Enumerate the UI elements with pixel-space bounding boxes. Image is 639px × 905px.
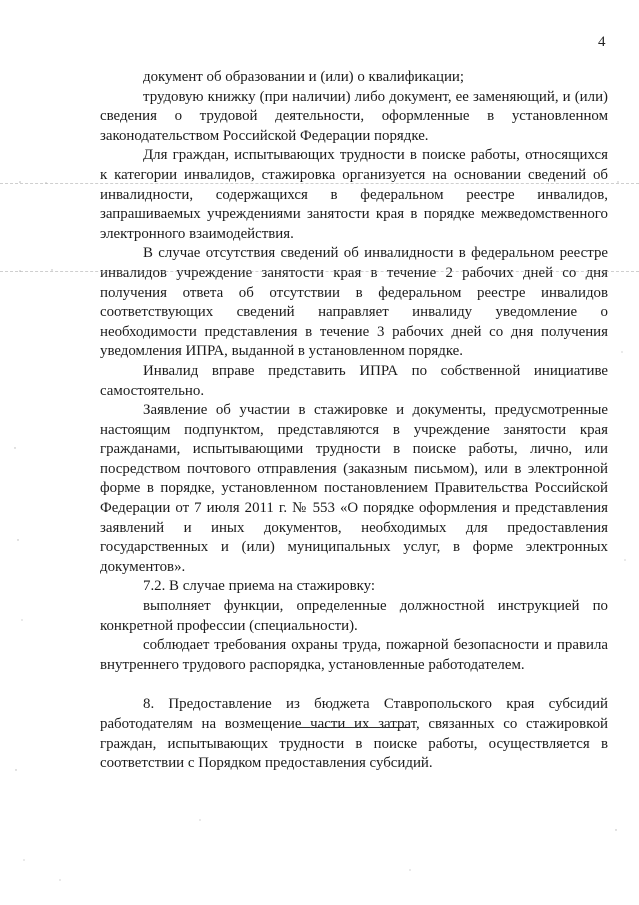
paragraph-application-submission: Заявление об участии в стажировке и документы, предусмотренные настоящим подпунктом, представляются в учреждение занятости края гражданами, испытывающими трудности в поиске работы, лично, или посредством почтового отправления (заказным письмом), или в электронной форме в порядке, установленном постановлением Правительства Российской Федерации от 7 июля 2011 г. № 553 «О порядке оформления и представления заявлений и иных документов, необходимых для предоставления государственных и (или) муниципальных услуг, в форме электронных документов».	[100, 402, 608, 575]
paragraph-work-record-book: трудовую книжку (при наличии) либо документ, ее заменяющий, и (или) сведения о трудовой деятельности, оформленные в установленном законодательством Российской Федерации порядке.	[100, 88, 608, 144]
paragraph-performs-duties: выполняет функции, определенные должностной инструкцией по конкретной профессии (специальности).	[100, 598, 608, 634]
paragraph-7-2-heading: 7.2. В случае приема на стажировку:	[143, 578, 376, 595]
scan-artifact-line	[0, 271, 639, 272]
paragraph-gap	[100, 675, 608, 695]
closing-rule	[297, 727, 409, 728]
paragraph-disabled-citizens: Для граждан, испытывающих трудности в поиске работы, относящихся к категории инвалидов, стажировка организуется на основании сведений об инвалидности, содержащихся в федеральном реестре инвалидов, запрашиваемых учреждениями занятости края в порядке межведомственного электронного взаимодействия.	[100, 147, 608, 242]
paragraph-8-subsidies: 8. Предоставление из бюджета Ставропольского края субсидий работодателям на возмещение части их затрат, связанных со стажировкой граждан, испытывающих трудности в поиске работы, осуществляется в соответствии с Порядком предоставления субсидий.	[100, 696, 608, 772]
paragraph-missing-disability-info: В случае отсутствия сведений об инвалидности в федеральном реестре инвалидов учреждение занятости края в течение 2 рабочих дней со дня получения ответа об отсутствии в федеральном реестре инвалидов соответствующих сведений направляет инвалиду уведомление о необходимости представления в течение 3 рабочих дней со дня получения уведомления ИПРА, выданной в установленном порядке.	[100, 245, 608, 360]
page-number: 4	[598, 34, 606, 50]
document-body	[100, 68, 608, 774]
scan-artifact-line	[0, 183, 639, 184]
paragraph-safety-requirements: соблюдает требования охраны труда, пожарной безопасности и правила внутреннего трудового распорядка, установленные работодателем.	[100, 637, 608, 673]
paragraph-education-document: документ об образовании и (или) о квалификации;	[143, 69, 465, 85]
paragraph-ipra-own-initiative: Инвалид вправе представить ИПРА по собственной инициативе самостоятельно.	[100, 362, 608, 399]
